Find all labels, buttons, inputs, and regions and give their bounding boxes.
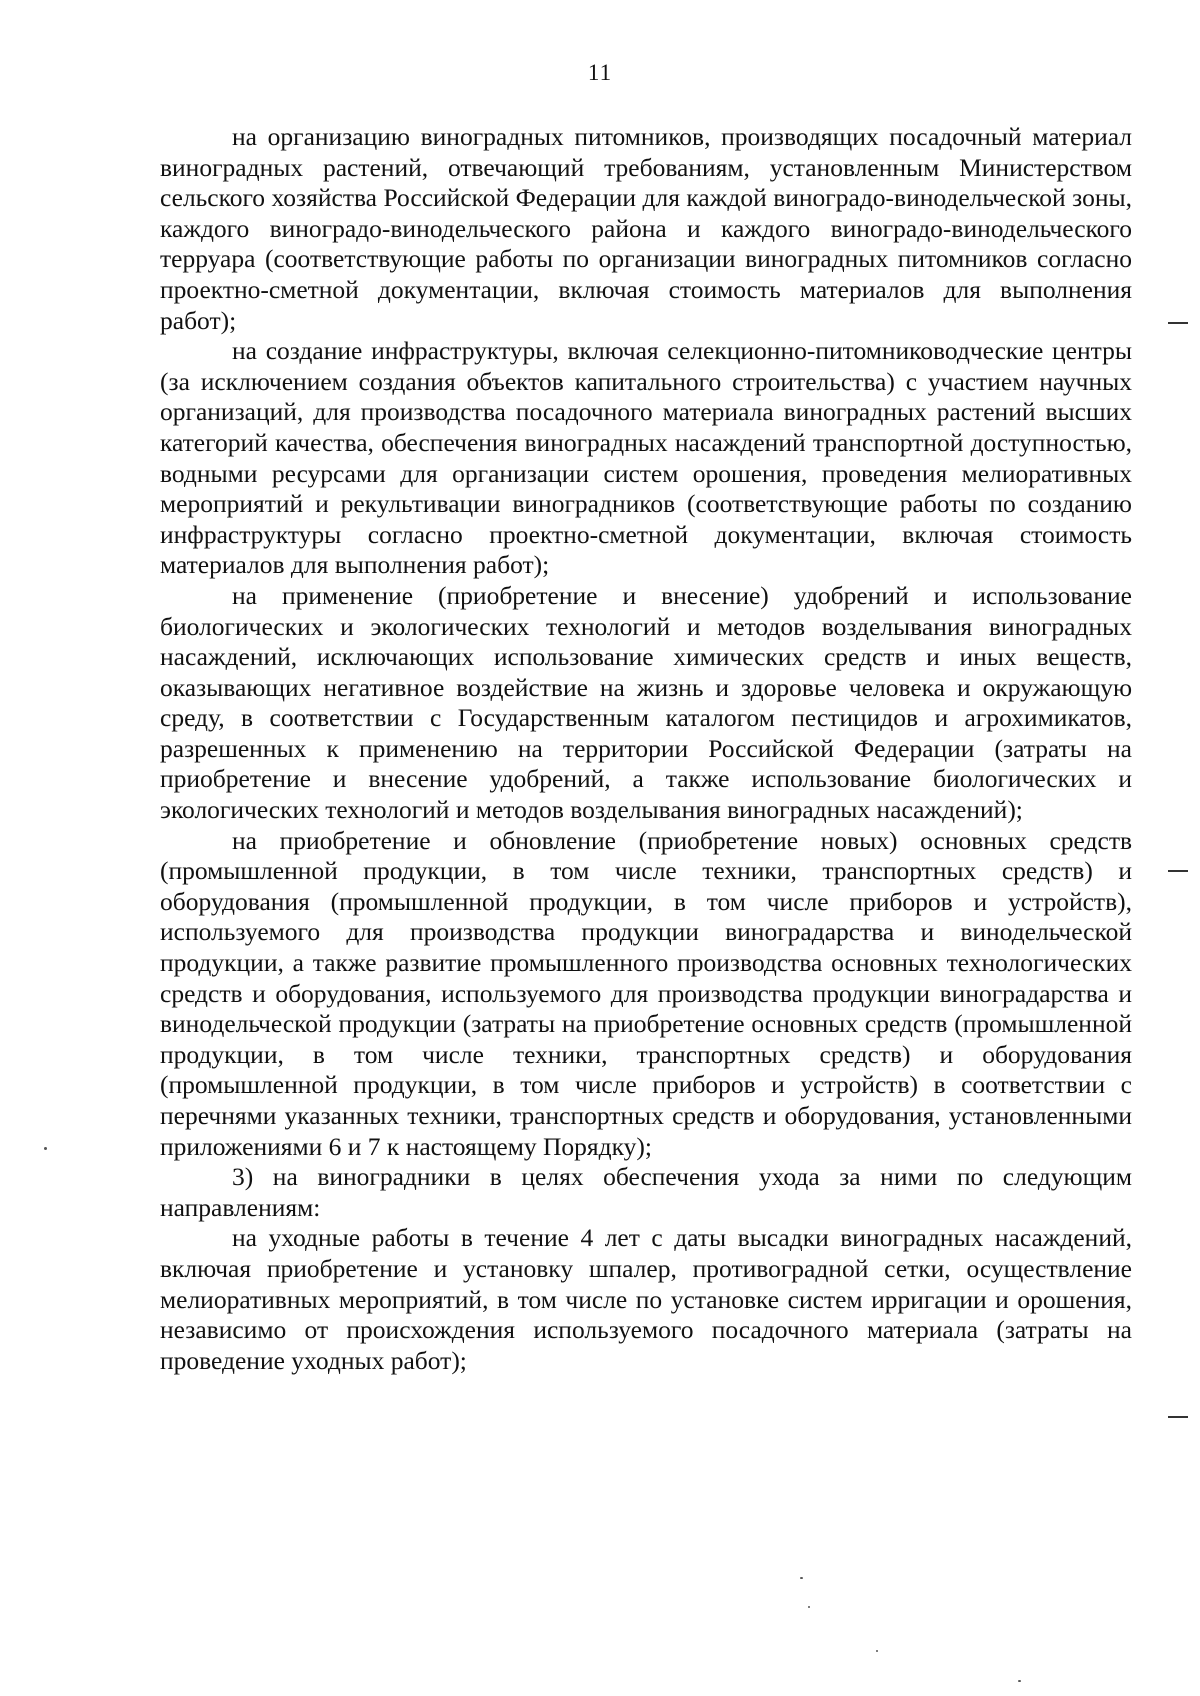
scan-speck: [808, 1606, 810, 1608]
margin-mark: [1168, 870, 1188, 872]
page-number: 11: [587, 60, 613, 85]
scan-speck: [1018, 1680, 1021, 1682]
paragraph-vineyard-nurseries: на организацию виноградных питомников, производящих посадочный материал виноградных растений, отвечающий требованиям, установленным Министерством сельского хозяйства Российской Федерации для каждой виноградо-винодельческой зоны, каждого виноградо-винодельческого района и каждого виноградо-винодельческого терруара (соответствующие работы по организации виноградных питомников согласно проектно-сметной документации, включая стоимость материалов для выполнения работ);: [160, 122, 1132, 335]
paragraph-maintenance-works: на уходные работы в течение 4 лет с даты высадки виноградных насаждений, включая приобретение и установку шпалер, противоградной сетки, осуществление мелиоративных мероприятий, в том числе по установке систем ирригации и орошения, независимо от происхождения используемого посадочного материала (затраты на проведение уходных работ);: [160, 1223, 1132, 1375]
paragraph-fixed-assets: на приобретение и обновление (приобретение новых) основных средств (промышленной продукции, в том числе техники, транспортных средств) и оборудования (промышленной продукции, в том числе приборов и устройств), используемого для производства продукции виноградарства и винодельческой продукции, а также развитие промышленного производства основных технологических средств и оборудования, используемого для производства продукции виноградарства и винодельческой продукции (затраты на приобретение основных средств (промышленной продукции, в том числе техники, транспортных средств) и оборудования (промышленной продукции, в том числе приборов и устройств) в соответствии с перечнями указанных техники, транспортных средств и оборудования, установленными приложениями 6 и 7 к настоящему Порядку);: [160, 825, 1132, 1161]
document-body: [160, 122, 1132, 1376]
paragraph-item-3-vineyard-care: 3) на виноградники в целях обеспечения ухода за ними по следующим направлениям:: [160, 1162, 1132, 1222]
scan-speck: [44, 1147, 47, 1150]
scan-speck: [800, 1577, 803, 1579]
scan-speck: [876, 1650, 878, 1652]
paragraph-infrastructure: на создание инфраструктуры, включая селекционно-питомниководческие центры (за исключением создания объектов капитального строительства) с участием научных организаций, для производства посадочного материала виноградных растений высших категорий качества, обеспечения виноградных насаждений транспортной доступностью, водными ресурсами для организации систем орошения, проведения мелиоративных мероприятий и рекультивации виноградников (соответствующие работы по созданию инфраструктуры согласно проектно-сметной документации, включая стоимость материалов для выполнения работ);: [160, 336, 1132, 580]
margin-mark: [1168, 1416, 1188, 1418]
paragraph-fertilizers: на применение (приобретение и внесение) удобрений и использование биологических и экологических технологий и методов возделывания виноградных насаждений, исключающих использование химических средств и иных веществ, оказывающих негативное воздействие на жизнь и здоровье человека и окружающую среду, в соответствии с Государственным каталогом пестицидов и агрохимикатов, разрешенных к применению на территории Российской Федерации (затраты на приобретение и внесение удобрений, а также использование биологических и экологических технологий и методов возделывания виноградных насаждений);: [160, 580, 1132, 825]
margin-mark: [1168, 322, 1188, 324]
